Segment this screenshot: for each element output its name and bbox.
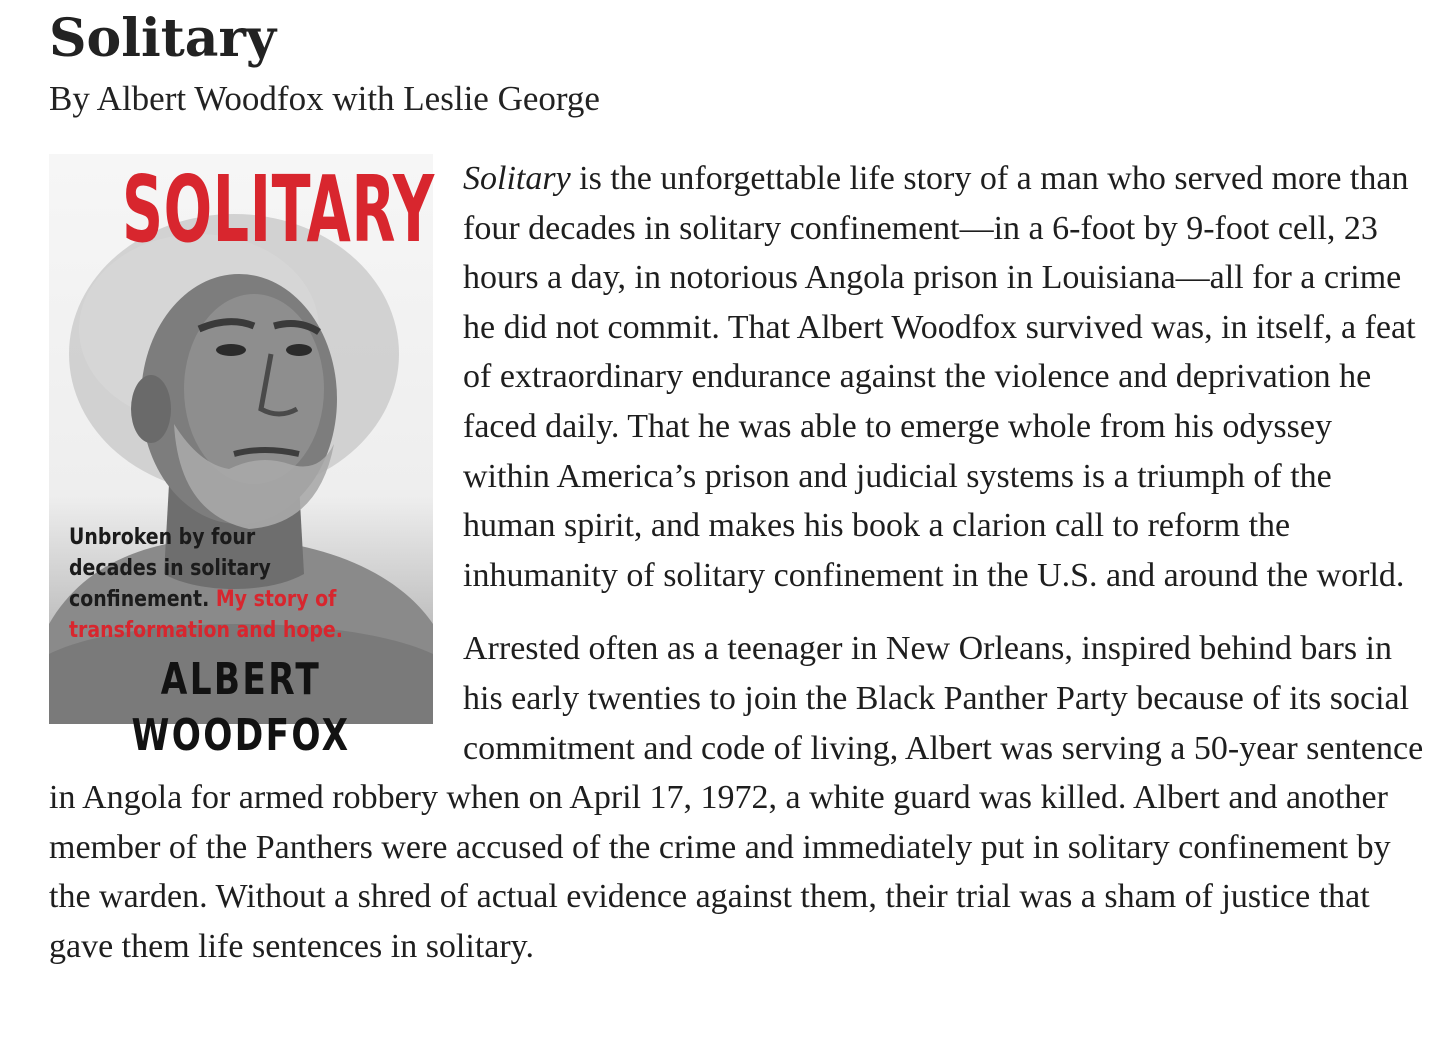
book-title-italic: Solitary [463,160,571,197]
description-paragraph-2: Arrested often as a teenager in New Orleans, inspired behind bars in his early twenties to join the Black Panther Party because of its social commitment and code of living, Albert was serving a 50-year sentence in Angola for armed robbery when on April 17, 1972, a white guard was killed. Albert and another member of the Panthers were accused of the crime and immediately put in solitary confinement by the warden. Without a shred of actual evidence against them, their trial was a sham of justice that gave them life sentences in solitary. [49,630,1424,965]
book-byline: By Albert Woodfox with Leslie George [49,79,600,118]
cover-title: SOLITARY [121,156,435,263]
book-title: Solitary [49,8,277,69]
cover-tagline [69,522,344,646]
book-cover-image [49,154,435,761]
description-paragraph-1-text: is the unforgettable life story of a man who served more than four decades in solitary confinement—in a 6-foot by 9-foot cell, 23 hours a day, in notorious Angola prison in Louisiana—all for a crime he did not commit. That Albert Woodfox survived was, in itself, a feat of extraordinary endurance against the violence and deprivation he faced daily. That he was able to emerge whole from his odyssey within America’s prison and judicial systems is a triumph of the human spirit, and makes his book a clarion call to reform the inhumanity of solitary confinement in the U.S. and around the world. [463,160,1416,594]
cover-author: ALBERT WOODFOX [131,654,351,761]
cover-tagline-red: My story of transformation and hope. [69,587,343,643]
cover-tagline-dark: Unbroken by four decades in solitary confinement. [69,525,271,612]
